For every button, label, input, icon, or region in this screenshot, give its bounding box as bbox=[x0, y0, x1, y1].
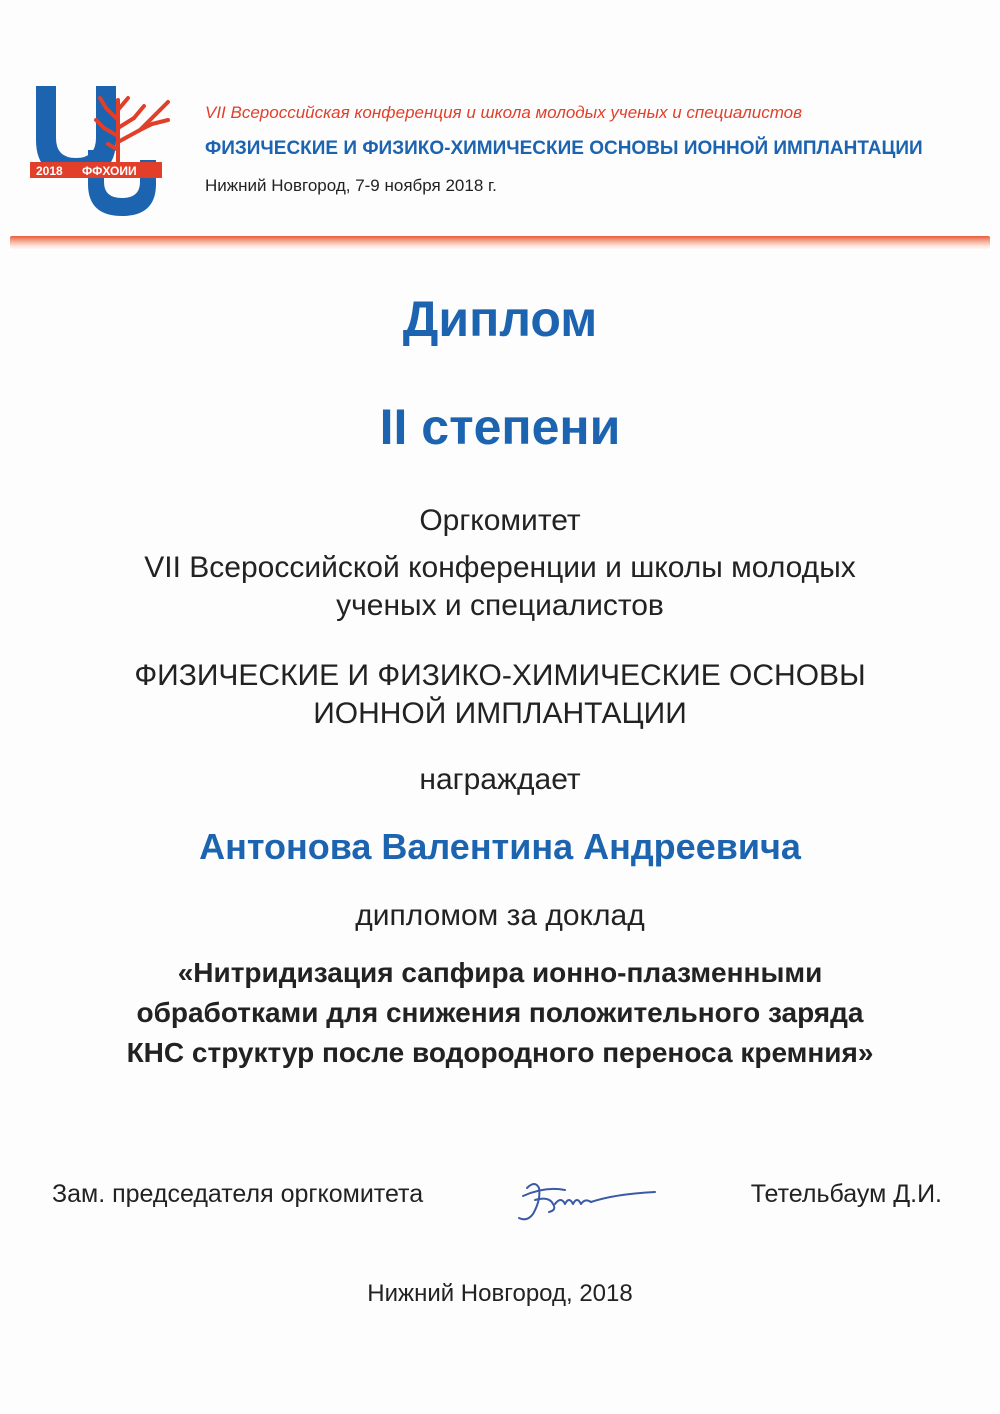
footer-place-year: Нижний Новгород, 2018 bbox=[367, 1280, 633, 1307]
conference-title-line-1: ФИЗИЧЕСКИЕ И ФИЗИКО-ХИМИЧЕСКИЕ ОСНОВЫ bbox=[134, 659, 866, 692]
report-title-line-2: обработками для снижения положительного заряда bbox=[136, 997, 864, 1028]
logo-year: 2018 bbox=[36, 164, 63, 178]
award-reason: дипломом за доклад bbox=[355, 899, 645, 932]
signer-role: Зам. председателя оргкомитета bbox=[52, 1180, 424, 1208]
logo-acronym: ФФХОИИ bbox=[82, 164, 137, 178]
conference-place-date: Нижний Новгород, 7-9 ноября 2018 г. bbox=[205, 176, 497, 195]
conference-name-line: VII Всероссийская конференция и школа молодых ученых и специалистов bbox=[205, 103, 803, 122]
diploma-title: Диплом bbox=[402, 291, 598, 347]
signer-name: Тетельбаум Д.И. bbox=[750, 1180, 942, 1208]
organizer-line-2: VII Всероссийской конференции и школы молодых bbox=[144, 551, 856, 584]
diploma-degree: II степени bbox=[379, 399, 621, 455]
organizer-line-1: Оргкомитет bbox=[419, 504, 581, 537]
header-divider bbox=[10, 236, 990, 250]
report-title-line-1: «Нитридизация сапфира ионно-плазменными bbox=[177, 957, 823, 988]
conference-logo-graphic bbox=[28, 80, 188, 220]
conference-logo bbox=[28, 80, 188, 220]
signature-icon bbox=[505, 1166, 665, 1236]
recipient-name: Антонова Валентина Андреевича bbox=[199, 826, 801, 867]
report-title-line-3: КНС структур после водородного переноса кремния» bbox=[126, 1037, 874, 1068]
conference-theme-line: ФИЗИЧЕСКИЕ И ФИЗИКО-ХИМИЧЕСКИЕ ОСНОВЫ ИОННОЙ ИМПЛАНТАЦИИ bbox=[205, 138, 923, 159]
organizer-line-3: ученых и специалистов bbox=[336, 589, 664, 622]
awards-text: награждает bbox=[419, 763, 581, 796]
conference-title-line-2: ИОННОЙ ИМПЛАНТАЦИИ bbox=[313, 697, 687, 730]
handwritten-signature bbox=[505, 1166, 665, 1236]
